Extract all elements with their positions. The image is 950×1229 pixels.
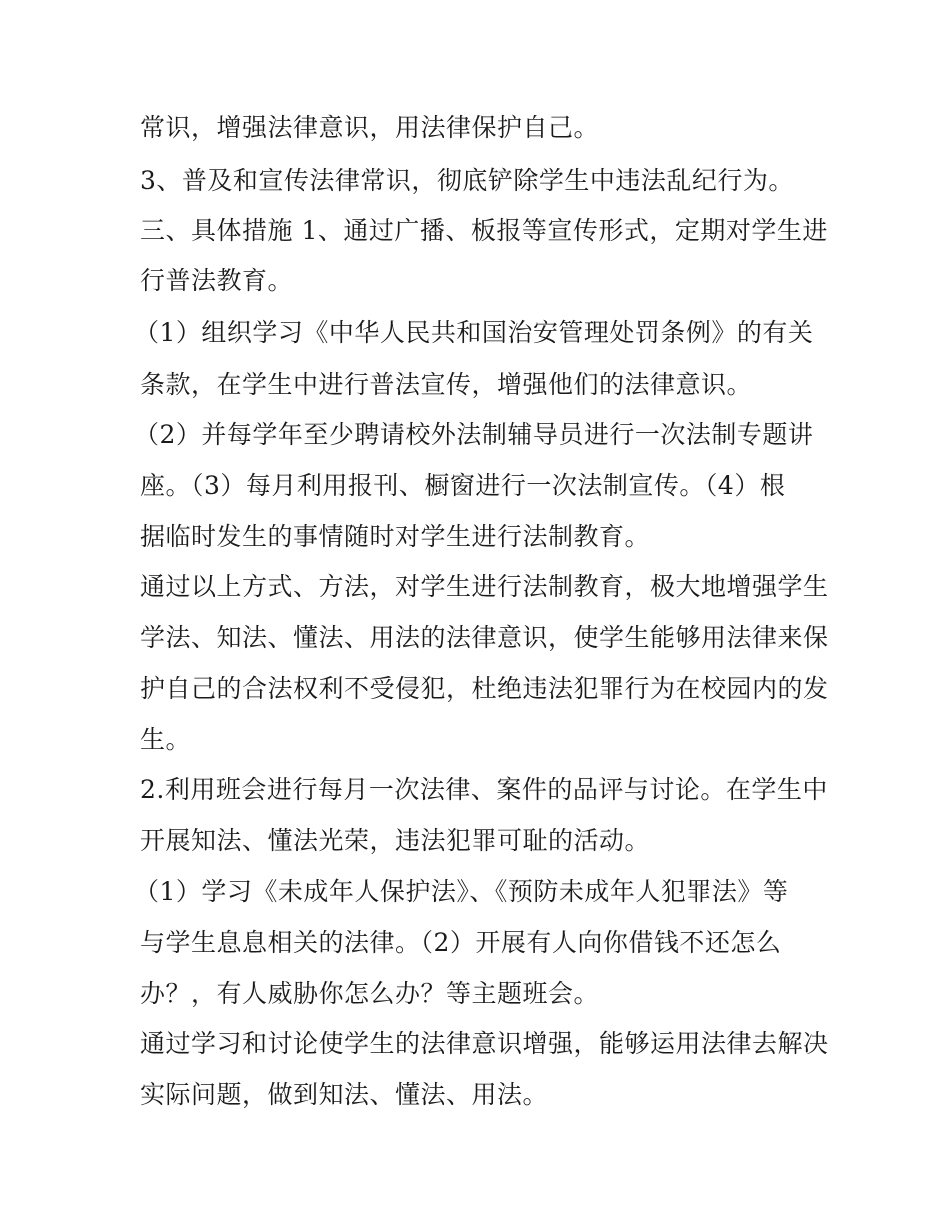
- text-line: （2）并每学年至少聘请校外法制辅导员进行一次法制专题讲: [134, 420, 814, 449]
- text-line: 常识，增强法律意识，用法律保护自己。: [140, 113, 600, 142]
- text-line: 2.利用班会进行每月一次法律、案件的品评与讨论。在学生中: [140, 775, 828, 804]
- text-line: 条款，在学生中进行普法宣传，增强他们的法律意识。: [140, 370, 753, 399]
- text-line: 通过学习和讨论使学生的法律意识增强，能够运用法律去解决: [140, 1029, 829, 1058]
- text-line: 通过以上方式、方法，对学生进行法制教育，极大地增强学生: [140, 572, 829, 601]
- text-line: 与学生息息相关的法律。（2）开展有人向你借钱不还怎么: [140, 928, 782, 957]
- text-line: 座。（3）每月利用报刊、橱窗进行一次法制宣传。（4）根: [140, 471, 786, 500]
- text-line: （1）学习《未成年人保护法》、《预防未成年人犯罪法》等: [134, 877, 789, 906]
- text-line: 生。: [140, 725, 192, 754]
- text-line: 学法、知法、懂法、用法的法律意识，使学生能够用法律来保: [140, 623, 829, 652]
- text-line: 开展知法、懂法光荣，违法犯罪可耻的活动。: [140, 826, 651, 855]
- text-line: 据临时发生的事情随时对学生进行法制教育。: [140, 522, 651, 551]
- text-line: 护自己的合法权利不受侵犯，杜绝违法犯罪行为在校园内的发: [140, 674, 829, 703]
- text-line: 办？，有人威胁你怎么办？等主题班会。: [140, 979, 600, 1008]
- text-line: 3、普及和宣传法律常识，彻底铲除学生中违法乱纪行为。: [140, 166, 794, 195]
- text-line: 实际问题，做到知法、懂法、用法。: [140, 1080, 549, 1109]
- text-line: （1）组织学习《中华人民共和国治安管理处罚条例》的有关: [134, 318, 814, 347]
- text-line: 行普法教育。: [140, 266, 294, 295]
- text-line: 三、具体措施 1、通过广播、板报等宣传形式，定期对学生进: [140, 216, 828, 245]
